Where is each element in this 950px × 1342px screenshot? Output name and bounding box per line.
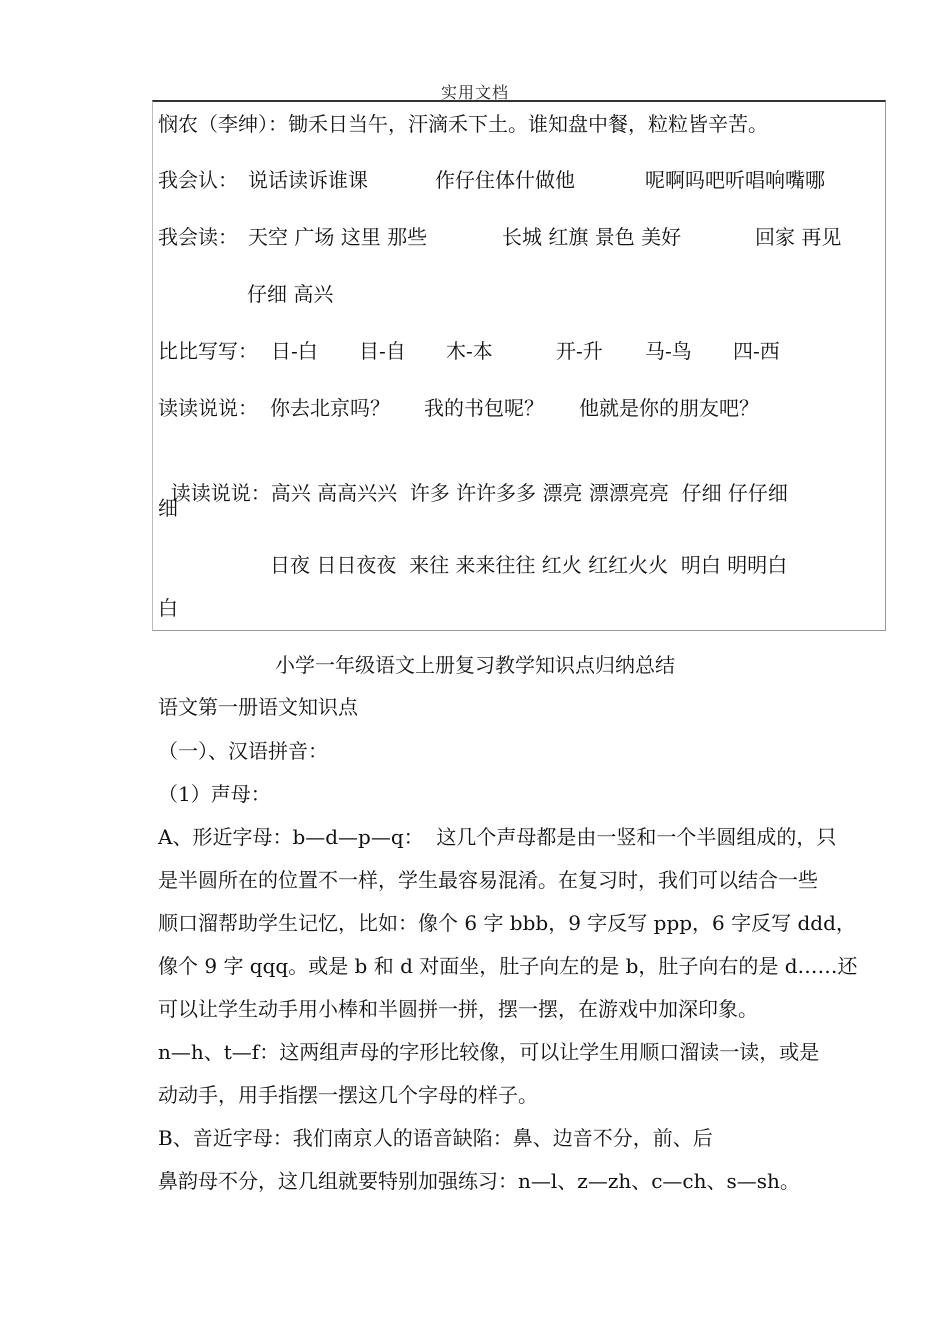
document-title: 小学一年级语文上册复习教学知识点归纳总结 <box>275 653 675 677</box>
compare-pair-5: 马-鸟 <box>645 339 692 363</box>
recognize-group-2: 作仔住体什做他 <box>435 168 575 192</box>
say2-line1: 高兴 高高兴兴 许多 许许多多 漂亮 漂漂亮亮 仔细 仔仔细 <box>270 481 788 505</box>
compare-line <box>158 337 886 365</box>
recognize-group-3: 呢啊吗吧听唱响嘴哪 <box>645 168 825 192</box>
para-a-line-5: 可以让学生动手用小棒和半圆拼一拼，摆一摆，在游戏中加深印象。 <box>158 997 758 1021</box>
say2-line1-tail: 细 <box>158 496 178 520</box>
compare-pair-3: 木-本 <box>446 339 493 363</box>
read-continuation: 仔细 高兴 <box>247 282 334 306</box>
para-nh-line-2: 动动手，用手指摆一摆这几个字母的样子。 <box>158 1083 538 1107</box>
subsection-heading: （1）声母： <box>158 782 271 806</box>
document-subtitle: 语文第一册语文知识点 <box>158 695 358 719</box>
poem-line: 悯农（李绅）：锄禾日当午，汗滴禾下土。谁知盘中餐，粒粒皆辛苦。 <box>158 112 768 136</box>
recognize-line <box>158 166 886 194</box>
para-b-line-2: 鼻韵母不分，这几组就要特别加强练习：n—l、z—zh、c—ch、s—sh。 <box>158 1169 800 1193</box>
say1-label: 读读说说： <box>158 396 258 420</box>
read-group-3: 回家 再见 <box>755 225 842 249</box>
para-a-line-4: 像个 9 字 qqq。或是 b 和 d 对面坐，肚子向左的是 b，肚子向右的是 d……还 <box>158 954 858 978</box>
compare-pair-1: 日-白 <box>271 339 318 363</box>
section-heading: （一）、汉语拼音： <box>158 739 328 763</box>
say-line-1 <box>158 394 886 422</box>
para-nh-line-1: n—h、t—f：这两组声母的字形比较像，可以让学生用顺口溜读一读，或是 <box>158 1040 820 1064</box>
page-header-title: 实用文档 <box>440 83 509 102</box>
compare-pair-4: 开-升 <box>556 339 603 363</box>
say2-label: 读读说说： <box>170 481 271 505</box>
say1-sentence-1: 你去北京吗？ <box>270 396 390 420</box>
para-a-line-2: 是半圆所在的位置不一样，学生最容易混淆。在复习时，我们可以结合一些 <box>158 868 818 892</box>
read-label: 我会读： <box>158 225 238 249</box>
para-a-line-1: A、形近字母：b—d—p—q： 这几个声母都是由一竖和一个半圆组成的，只 <box>158 825 837 849</box>
compare-pair-2: 目-自 <box>359 339 406 363</box>
say1-sentence-3: 他就是你的朋友吧？ <box>579 396 759 420</box>
recognize-group-1: 说话读诉谁课 <box>248 168 368 192</box>
recognize-label: 我会认： <box>158 168 238 192</box>
say-line-2 <box>158 451 788 507</box>
para-a-line-3: 顺口溜帮助学生记忆，比如：像个 6 字 bbb，9 字反写 ppp，6 字反写 ddd， <box>158 911 856 935</box>
compare-pair-6: 四-西 <box>733 339 780 363</box>
para-b-line-1: B、音近字母：我们南京人的语音缺陷：鼻、边音不分，前、后 <box>158 1126 713 1150</box>
read-group-2: 长城 红旗 景色 美好 <box>502 225 682 249</box>
say1-sentence-2: 我的书包呢？ <box>424 396 544 420</box>
read-line <box>158 223 886 251</box>
say2-line2-tail: 白 <box>158 596 178 620</box>
say2-line2: 日夜 日日夜夜 来往 来来往往 红火 红红火火 明白 明明白 <box>270 553 788 577</box>
read-group-1: 天空 广场 这里 那些 <box>248 225 428 249</box>
compare-label: 比比写写： <box>158 339 258 363</box>
